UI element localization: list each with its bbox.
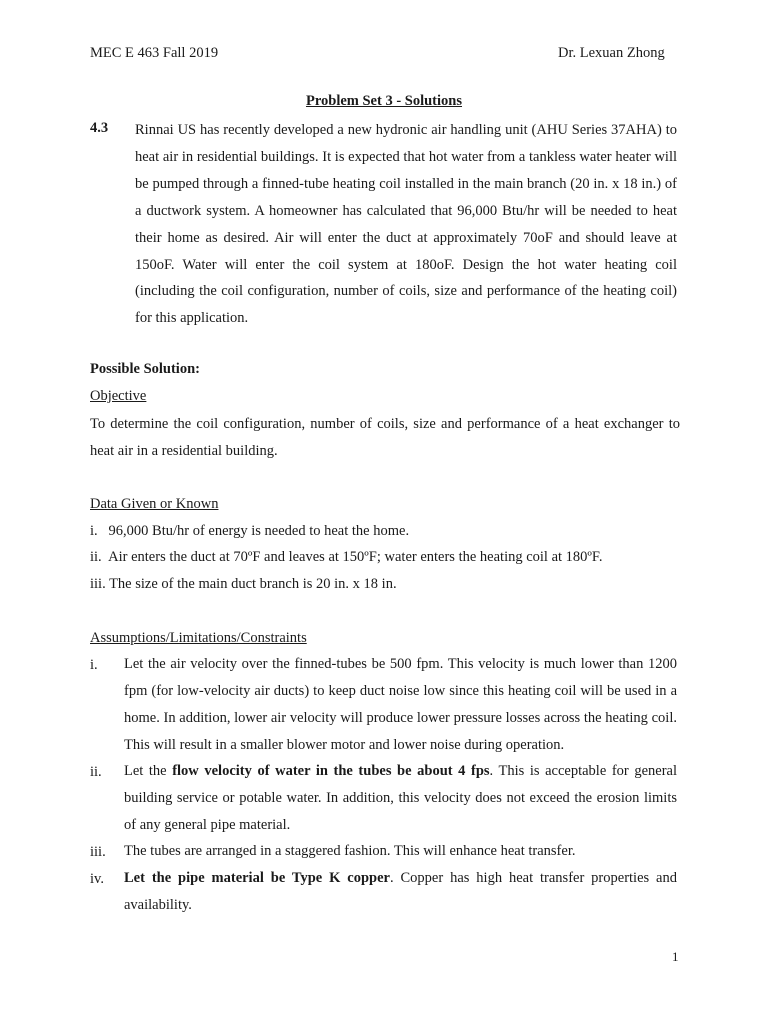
assumption-4-rest: . Copper has high heat transfer properties and availability. [124, 870, 677, 913]
data-item-2: ii. Air enters the duct at 70ºF and leaves at 150ºF; water enters the heating coil at 180ºF. [90, 549, 603, 565]
assumption-4-bold: Let the pipe material be Type K copper [124, 870, 390, 886]
assumption-2-prefix: Let the [124, 763, 173, 779]
assumption-numeral-1: i. [90, 657, 98, 673]
instructor-header: Dr. Lexuan Zhong [558, 45, 665, 61]
objective-text: To determine the coil configuration, number of coils, size and performance of a heat exchanger to heat air in a residential building. [90, 416, 680, 459]
course-header: MEC E 463 Fall 2019 [90, 45, 219, 61]
data-item-3: iii. The size of the main duct branch is 20 in. x 18 in. [90, 576, 397, 592]
assumption-4 [124, 865, 677, 919]
assumption-numeral-2: ii. [90, 764, 102, 780]
page-title [0, 93, 768, 110]
assumptions-heading: Assumptions/Limitations/Constraints [90, 630, 307, 646]
page-number: 1 [672, 949, 679, 964]
assumption-2-rest: . This is acceptable for general building service or potable water. In addition, this velocity does not exceed the erosion limits of any general pipe material. [124, 763, 677, 833]
problem-statement: Rinnai US has recently developed a new hydronic air handling unit (AHU Series 37AHA) to heat air in residential buildings. It is expected that hot water from a tankless water heater will be pumped through a finned-tube heating coil installed in the main branch (20 in. x 18 in.) of a ductwork system. A homeowner has calculated that 96,000 Btu/hr will be needed to heat their home as desired. Air will enter the duct at approximately 70oF and should leave at 150oF. Water will enter the coil system at 180oF. Design the hot water heating coil (including the coil configuration, number of coils, size and performance of the heating coil) for this application. [135, 122, 677, 327]
data-given-heading: Data Given or Known [90, 496, 219, 512]
solution-heading: Possible Solution: [90, 361, 200, 377]
assumption-2 [124, 758, 677, 839]
assumption-3: The tubes are arranged in a staggered fashion. This will enhance heat transfer. [124, 843, 576, 859]
objective-heading: Objective [90, 388, 147, 404]
data-item-1: i. 96,000 Btu/hr of energy is needed to heat the home. [90, 523, 410, 539]
problem-number: 4.3 [90, 120, 109, 136]
assumption-1: Let the air velocity over the finned-tubes be 500 fpm. This velocity is much lower than 1200 fpm (for low-velocity air ducts) to keep duct noise low since this heating coil will be used in a home. In addition, lower air velocity will produce lower pressure losses across the heating coil. This will result in a smaller blower motor and lower noise during operation. [124, 656, 677, 753]
assumption-numeral-3: iii. [90, 844, 106, 860]
assumption-numeral-4: iv. [90, 871, 104, 887]
page-title-text: Problem Set 3 - Solutions [305, 93, 463, 109]
assumption-2-bold: flow velocity of water in the tubes be about 4 fps [172, 763, 490, 779]
